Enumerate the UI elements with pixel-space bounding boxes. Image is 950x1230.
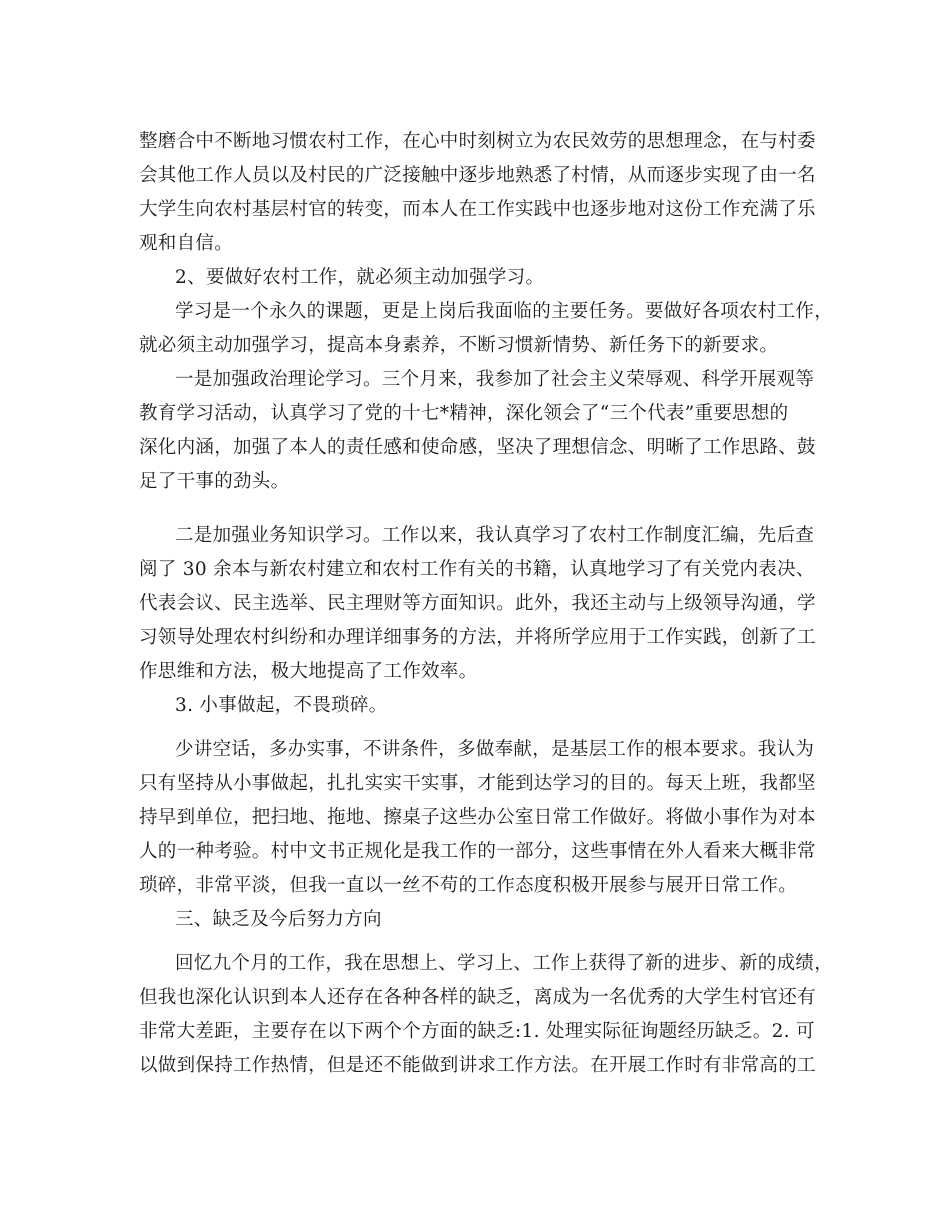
text-line: 整磨合中不断地习惯农村工作，在心中时刻树立为农民效劳的思想理念，在与村委 xyxy=(139,131,816,152)
section-heading: 3. 小事做起，不畏琐碎。 xyxy=(175,695,388,716)
text-line: 足了干事的劲头。 xyxy=(139,471,290,492)
text-line: 琐碎，非常平淡，但我一直以一丝不苟的工作态度积极开展参与展开日常工作。 xyxy=(139,875,798,896)
text-line: 作思维和方法，极大地提高了工作效率。 xyxy=(139,661,478,682)
paragraph-start: 二是加强业务知识学习。工作以来，我认真学习了农村工作制度汇编，先后查 xyxy=(175,525,815,546)
text-line: 就必须主动加强学习，提高本身素养，不断习惯新情势、新任务下的新要求。 xyxy=(139,335,779,356)
text-line: 非常大差距，主要存在以下两个个方面的缺乏:1. 处理实际征询题经历缺乏。2. 可 xyxy=(139,1021,815,1042)
text-line: 阅了 30 余本与新农村建立和农村工作有关的书籍，认真地学习了有关党内表决、 xyxy=(139,559,815,580)
text-line: 大学生向农村基层村官的转变，而本人在工作实践中也逐步地对这份工作充满了乐 xyxy=(139,199,816,220)
text-line: 人的一种考验。村中文书正规化是我工作的一部分，这些事情在外人看来大概非常 xyxy=(139,841,816,862)
text-line: 习领导处理农村纠纷和办理详细事务的方法，并将所学应用于工作实践，创新了工 xyxy=(139,627,816,648)
text-line: 但我也深化认识到本人还存在各种各样的缺乏，离成为一名优秀的大学生村官还有 xyxy=(139,987,816,1008)
text-line: 会其他工作人员以及村民的广泛接触中逐步地熟悉了村情，从而逐步实现了由一名 xyxy=(139,165,816,186)
text-line: 代表会议、民主选举、民主理财等方面知识。此外，我还主动与上级领导沟通，学 xyxy=(139,593,816,614)
paragraph-start: 一是加强政治理论学习。三个月来，我参加了社会主义荣辱观、科学开展观等 xyxy=(175,369,815,390)
text-line: 教育学习活动，认真学习了党的十七*精神，深化领会了“三个代表”重要思想的 xyxy=(139,403,789,424)
text-line: 以做到保持工作热情，但是还不能做到讲求工作方法。在开展工作时有非常高的工 xyxy=(139,1055,816,1076)
text-line: 深化内涵，加强了本人的责任感和使命感，坚决了理想信念、明晰了工作思路、鼓 xyxy=(139,437,816,458)
text-line: 只有坚持从小事做起，扎扎实实干实事，才能到达学习的目的。每天上班，我都坚 xyxy=(139,773,816,794)
section-heading: 三、缺乏及今后努力方向 xyxy=(175,909,382,930)
paragraph-start: 少讲空话，多办实事，不讲条件，多做奉献，是基层工作的根本要求。我认为 xyxy=(175,739,815,760)
paragraph-start: 学习是一个永久的课题，更是上岗后我面临的主要任务。要做好各项农村工作， xyxy=(175,301,834,322)
section-heading: 2、要做好农村工作，就必须主动加强学习。 xyxy=(175,267,545,288)
text-line: 持早到单位，把扫地、拖地、擦桌子这些办公室日常工作做好。将做小事作为对本 xyxy=(139,807,816,828)
paragraph-start: 回忆九个月的工作，我在思想上、学习上、工作上获得了新的进步、新的成绩， xyxy=(175,953,834,974)
text-line: 观和自信。 xyxy=(139,233,234,254)
